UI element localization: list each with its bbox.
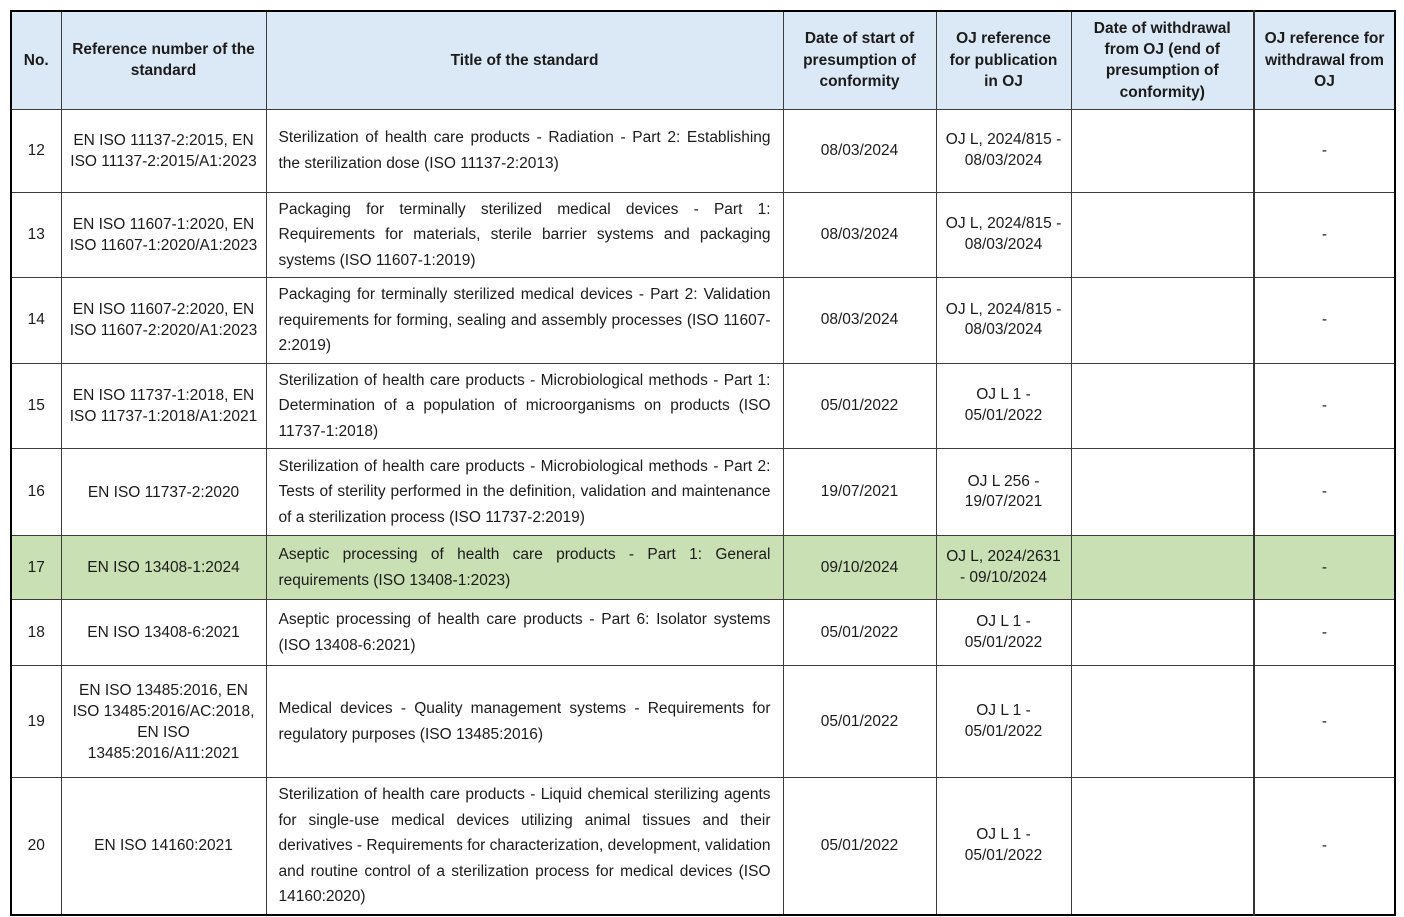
cell-no: 12 [11, 109, 61, 192]
table-row [11, 109, 1395, 192]
header-date-withdrawal: Date of withdrawal from OJ (end of presumption of conformity) [1071, 11, 1254, 109]
cell-oj-publication: OJ L 1 - 05/01/2022 [936, 778, 1071, 915]
cell-oj-withdrawal: - [1254, 449, 1395, 536]
cell-reference: EN ISO 11737-2:2020 [61, 449, 266, 536]
cell-title: Medical devices - Quality management systems - Requirements for regulatory purposes (ISO 13485:2016) [266, 666, 783, 778]
cell-no: 19 [11, 666, 61, 778]
cell-date-start: 05/01/2022 [783, 666, 936, 778]
cell-reference: EN ISO 13485:2016, EN ISO 13485:2016/AC:2018, EN ISO 13485:2016/A11:2021 [61, 666, 266, 778]
cell-reference: EN ISO 11737-1:2018, EN ISO 11737-1:2018/A1:2021 [61, 363, 266, 449]
cell-no: 20 [11, 778, 61, 915]
cell-no: 15 [11, 363, 61, 449]
cell-date-start: 05/01/2022 [783, 778, 936, 915]
cell-oj-withdrawal: - [1254, 778, 1395, 915]
cell-reference: EN ISO 11607-2:2020, EN ISO 11607-2:2020/A1:2023 [61, 278, 266, 364]
cell-oj-withdrawal: - [1254, 192, 1395, 278]
cell-date-withdrawal [1071, 600, 1254, 666]
table-row [11, 192, 1395, 278]
cell-no: 18 [11, 600, 61, 666]
cell-title: Sterilization of health care products - Microbiological methods - Part 2: Tests of sterility performed in the definition, validation and maintenance of a sterilization process (ISO 11737-2:2019) [266, 449, 783, 536]
table-row [11, 363, 1395, 449]
cell-oj-publication: OJ L, 2024/2631 - 09/10/2024 [936, 536, 1071, 600]
cell-oj-publication: OJ L, 2024/815 - 08/03/2024 [936, 192, 1071, 278]
cell-date-withdrawal [1071, 109, 1254, 192]
table-row-highlighted [11, 536, 1395, 600]
cell-reference: EN ISO 13408-6:2021 [61, 600, 266, 666]
cell-oj-publication: OJ L 256 - 19/07/2021 [936, 449, 1071, 536]
cell-oj-withdrawal: - [1254, 600, 1395, 666]
table-row [11, 600, 1395, 666]
cell-reference: EN ISO 11607-1:2020, EN ISO 11607-1:2020/A1:2023 [61, 192, 266, 278]
cell-oj-publication: OJ L, 2024/815 - 08/03/2024 [936, 278, 1071, 364]
header-date-start-presumption: Date of start of presumption of conformity [783, 11, 936, 109]
cell-reference: EN ISO 13408-1:2024 [61, 536, 266, 600]
cell-title: Sterilization of health care products - Radiation - Part 2: Establishing the sterilization dose (ISO 11137-2:2013) [266, 109, 783, 192]
cell-date-withdrawal [1071, 278, 1254, 364]
header-reference-number: Reference number of the standard [61, 11, 266, 109]
cell-oj-withdrawal: - [1254, 536, 1395, 600]
cell-oj-publication: OJ L 1 - 05/01/2022 [936, 363, 1071, 449]
table-row [11, 278, 1395, 364]
cell-oj-withdrawal: - [1254, 363, 1395, 449]
cell-oj-withdrawal: - [1254, 278, 1395, 364]
header-title: Title of the standard [266, 11, 783, 109]
cell-title: Packaging for terminally sterilized medical devices - Part 1: Requirements for materials, sterile barrier systems and packaging systems (ISO 11607-1:2019) [266, 192, 783, 278]
table-header-row [11, 11, 1395, 109]
cell-date-start: 09/10/2024 [783, 536, 936, 600]
cell-title: Sterilization of health care products - Microbiological methods - Part 1: Determination of a population of microorganisms on products (ISO 11737-1:2018) [266, 363, 783, 449]
cell-date-withdrawal [1071, 778, 1254, 915]
cell-oj-publication: OJ L 1 - 05/01/2022 [936, 600, 1071, 666]
cell-date-withdrawal [1071, 449, 1254, 536]
cell-no: 17 [11, 536, 61, 600]
cell-oj-publication: OJ L, 2024/815 - 08/03/2024 [936, 109, 1071, 192]
cell-date-start: 08/03/2024 [783, 278, 936, 364]
cell-reference: EN ISO 14160:2021 [61, 778, 266, 915]
cell-date-withdrawal [1071, 192, 1254, 278]
table-row [11, 449, 1395, 536]
table-row [11, 778, 1395, 915]
cell-oj-withdrawal: - [1254, 666, 1395, 778]
cell-title: Sterilization of health care products - Liquid chemical sterilizing agents for single-use medical devices utilizing animal tissues and their derivatives - Requirements for characterization, development, validation and routine control of a sterilization process for medical devices (ISO 14160:2020) [266, 778, 783, 915]
header-oj-reference-publication: OJ reference for publication in OJ [936, 11, 1071, 109]
cell-no: 16 [11, 449, 61, 536]
header-oj-reference-withdrawal: OJ reference for withdrawal from OJ [1254, 11, 1395, 109]
cell-oj-publication: OJ L 1 - 05/01/2022 [936, 666, 1071, 778]
cell-oj-withdrawal: - [1254, 109, 1395, 192]
cell-date-start: 19/07/2021 [783, 449, 936, 536]
harmonised-standards-table [10, 10, 1396, 916]
table-row [11, 666, 1395, 778]
cell-date-withdrawal [1071, 666, 1254, 778]
cell-date-start: 05/01/2022 [783, 600, 936, 666]
cell-title: Packaging for terminally sterilized medical devices - Part 2: Validation requirements for forming, sealing and assembly processes (ISO 11607-2:2019) [266, 278, 783, 364]
header-no: No. [11, 11, 61, 109]
cell-title: Aseptic processing of health care products - Part 6: Isolator systems (ISO 13408-6:2021) [266, 600, 783, 666]
cell-no: 13 [11, 192, 61, 278]
cell-no: 14 [11, 278, 61, 364]
cell-date-start: 05/01/2022 [783, 363, 936, 449]
cell-date-withdrawal [1071, 536, 1254, 600]
cell-date-withdrawal [1071, 363, 1254, 449]
cell-reference: EN ISO 11137-2:2015, EN ISO 11137-2:2015/A1:2023 [61, 109, 266, 192]
cell-date-start: 08/03/2024 [783, 109, 936, 192]
cell-date-start: 08/03/2024 [783, 192, 936, 278]
cell-title: Aseptic processing of health care products - Part 1: General requirements (ISO 13408-1:2023) [266, 536, 783, 600]
